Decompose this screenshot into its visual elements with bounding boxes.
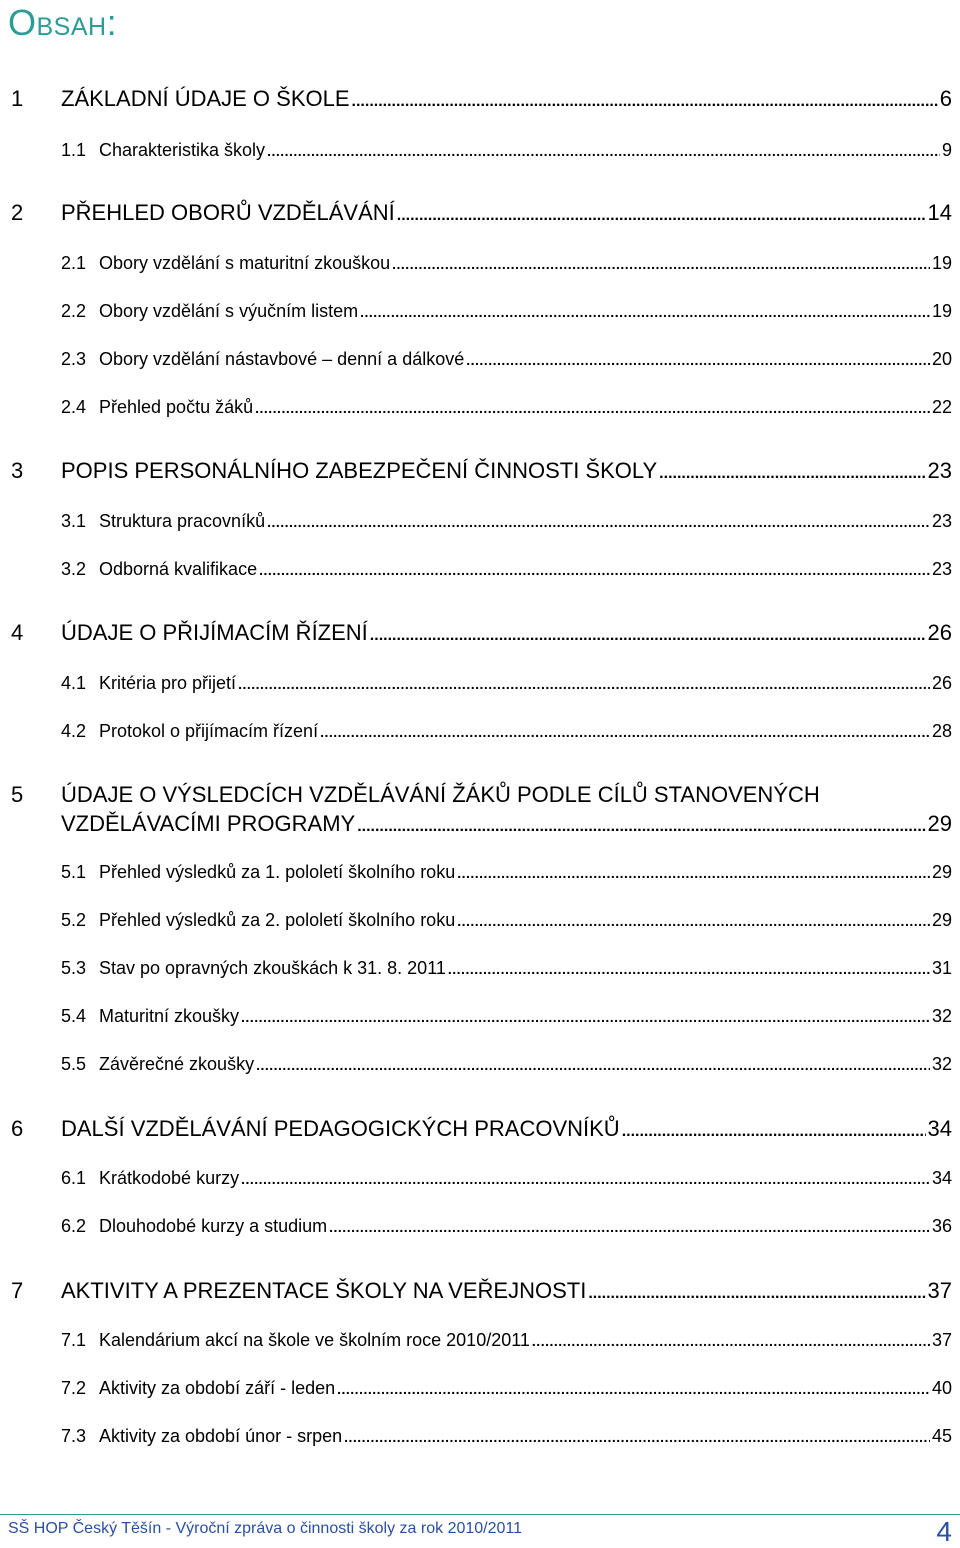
toc-page: 6: [939, 86, 952, 111]
toc-number: 4.2: [61, 721, 87, 741]
toc-page: 9: [941, 140, 952, 160]
toc-page: 29: [931, 862, 952, 882]
toc-number: 5: [11, 782, 24, 807]
toc-page: 26: [927, 620, 952, 645]
toc-number: 2.2: [61, 301, 87, 321]
toc-number: 7: [11, 1278, 24, 1303]
toc-page: 23: [931, 559, 952, 579]
toc-page: 26: [931, 673, 952, 693]
page-title: Obsah:: [8, 2, 118, 43]
toc-page: 32: [931, 1006, 952, 1026]
toc-label: Protokol o přijímacím řízení: [99, 721, 319, 741]
toc-page: 14: [927, 200, 952, 225]
toc-number: 6.1: [61, 1168, 87, 1188]
toc-label: PŘEHLED OBORŮ VZDĚLÁVÁNÍ: [61, 200, 395, 225]
toc-number: 7.3: [61, 1426, 87, 1446]
toc-page: 37: [931, 1330, 952, 1350]
toc-number: 5.1: [61, 862, 87, 882]
toc-label: Odborná kvalifikace: [99, 559, 258, 579]
toc-page: 32: [931, 1054, 952, 1074]
toc-label: Kalendárium akcí na škole ve školním roce 2010/2011: [99, 1330, 530, 1350]
toc-number: 3.1: [61, 511, 87, 531]
toc-label: Obory vzdělání nástavbové – denní a dálkové: [99, 349, 465, 369]
toc-label: Přehled počtu žáků: [99, 397, 254, 417]
toc-label: Krátkodobé kurzy: [99, 1168, 240, 1188]
toc-number: 5.2: [61, 910, 87, 930]
toc-label: ÚDAJE O VÝSLEDCÍCH VZDĚLÁVÁNÍ ŽÁKŮ PODLE CÍLŮ STANOVENÝCH: [61, 782, 820, 807]
footer-text: SŠ HOP Český Těšín - Výroční zpráva o činnosti školy za rok 2010/2011: [8, 1520, 523, 1537]
toc-label: Obory vzdělání s maturitní zkouškou: [99, 253, 391, 273]
toc-page: 31: [931, 958, 952, 978]
toc-number: 4.1: [61, 673, 87, 693]
toc-page: 34: [931, 1168, 952, 1188]
toc-label: Závěrečné zkoušky: [99, 1054, 255, 1074]
toc-page: 23: [927, 458, 952, 483]
toc-label: Aktivity za období únor - srpen: [99, 1426, 343, 1446]
toc-label: Obory vzdělání s výučním listem: [99, 301, 359, 321]
toc-label: Struktura pracovníků: [99, 511, 266, 531]
footer-page-number: 4: [936, 1516, 952, 1547]
toc-page: 22: [931, 397, 952, 417]
toc-page: 34: [927, 1116, 952, 1141]
toc-label: ZÁKLADNÍ ÚDAJE O ŠKOLE: [61, 86, 350, 111]
toc-label: Aktivity za období září - leden: [99, 1378, 336, 1398]
toc-number: 2.3: [61, 349, 87, 369]
toc-number: 7.1: [61, 1330, 87, 1350]
toc-page: 40: [931, 1378, 952, 1398]
toc-page: 29: [927, 811, 952, 836]
toc-number: 5.5: [61, 1054, 87, 1074]
toc-number: 3.2: [61, 559, 87, 579]
toc-label: Charakteristika školy: [99, 140, 266, 160]
toc-page: 29: [931, 910, 952, 930]
toc-page: 23: [931, 511, 952, 531]
toc-number: 2: [11, 200, 24, 225]
toc-page: 19: [931, 253, 952, 273]
toc-page: 37: [927, 1278, 952, 1303]
toc-page: 28: [931, 721, 952, 741]
toc-label: Dlouhodobé kurzy a studium: [99, 1216, 328, 1236]
toc-number: 3: [11, 458, 24, 483]
footer-divider: [0, 1514, 960, 1515]
toc-label: Přehled výsledků za 1. pololetí školního roku: [99, 862, 456, 882]
toc-label: POPIS PERSONÁLNÍHO ZABEZPEČENÍ ČINNOSTI ŠKOLY: [61, 458, 658, 483]
toc-number: 4: [11, 620, 24, 645]
toc-label: Stav po opravných zkouškách k 31. 8. 2011: [99, 958, 446, 978]
toc-label: Maturitní zkoušky: [99, 1006, 240, 1026]
toc-page: 45: [931, 1426, 952, 1446]
toc-label: Kritéria pro přijetí: [99, 673, 237, 693]
toc-number: 5.4: [61, 1006, 87, 1026]
toc-number: 5.3: [61, 958, 87, 978]
toc-number: 1: [11, 86, 24, 111]
toc-page: 36: [931, 1216, 952, 1236]
toc-number: 1.1: [61, 140, 87, 160]
toc-label: AKTIVITY A PREZENTACE ŠKOLY NA VEŘEJNOSTI: [61, 1278, 587, 1303]
toc-page: 19: [931, 301, 952, 321]
toc-number: 2.1: [61, 253, 87, 273]
toc-number: 7.2: [61, 1378, 87, 1398]
toc-page: 20: [931, 349, 952, 369]
toc-label: Přehled výsledků za 2. pololetí školního roku: [99, 910, 456, 930]
toc-number: 6.2: [61, 1216, 87, 1236]
toc-label: DALŠÍ VZDĚLÁVÁNÍ PEDAGOGICKÝCH PRACOVNÍKŮ: [61, 1116, 620, 1141]
toc-number: 2.4: [61, 397, 87, 417]
toc-number: 6: [11, 1116, 24, 1141]
toc-label-continued: VZDĚLÁVACÍMI PROGRAMY: [61, 811, 356, 836]
toc-label: ÚDAJE O PŘIJÍMACÍM ŘÍZENÍ: [61, 620, 368, 645]
